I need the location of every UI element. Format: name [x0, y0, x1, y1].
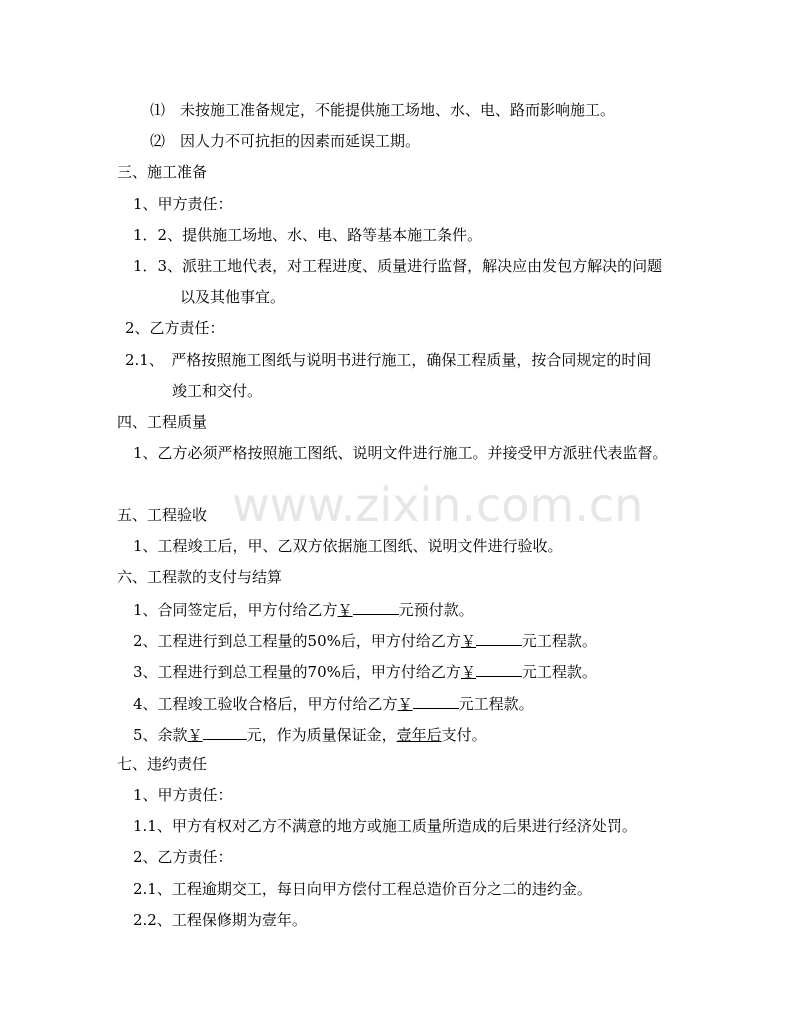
payment-clause-4 — [133, 692, 534, 714]
liability-clause-1-1: 1.1、甲方有权对乙方不满意的地方或施工质量所造成的后果进行经济处罚。 — [133, 817, 637, 835]
payment-clause-4-text: 4、工程竣工验收合格后，甲方付给乙方 — [133, 695, 398, 713]
section-heading-6: 六、工程款的支付与结算 — [117, 568, 283, 586]
clause-1-3-continued: 以及其他事宜。 — [180, 288, 286, 306]
clause-2-1: 2.1、 严格按照施工图纸与说明书进行施工，确保工程质量，按合同规定的时间 — [125, 351, 652, 369]
payment-clause-3-suffix: 元工程款。 — [521, 663, 597, 681]
payment-clause-2-suffix: 元工程款。 — [521, 632, 597, 650]
section-heading-3: 三、施工准备 — [117, 163, 208, 181]
quality-clause-1: 1、乙方必须严格按照施工图纸、说明文件进行施工。并接受甲方派驻代表监督。 — [133, 444, 668, 462]
liability-clause-2-2: 2.2、工程保修期为壹年。 — [133, 911, 307, 929]
section-heading-7: 七、违约责任 — [117, 755, 208, 773]
section-heading-4: 四、工程质量 — [117, 413, 208, 431]
payment-clause-3 — [133, 660, 597, 682]
clause-item-1: ⑴ 未按施工准备规定，不能提供施工场地、水、电、路而影响施工。 — [150, 101, 616, 119]
payment-clause-4-suffix: 元工程款。 — [458, 695, 534, 713]
currency-symbol: ￥ — [397, 695, 413, 713]
payment-clause-5-middle: 元，作为质量保证金， — [246, 726, 397, 744]
subsection-party-a: 1、甲方责任： — [133, 195, 233, 213]
watermark: www.zixin.com.cn — [232, 478, 644, 532]
amount-blank — [476, 629, 522, 646]
amount-blank — [353, 598, 399, 615]
currency-symbol: ￥ — [187, 726, 203, 744]
clause-1-2: 1．2、提供施工场地、水、电、路等基本施工条件。 — [133, 226, 483, 244]
currency-symbol: ￥ — [337, 601, 353, 619]
payment-clause-2-text: 2、工程进行到总工程量的50%后，甲方付给乙方 — [133, 632, 461, 650]
amount-blank — [203, 723, 247, 740]
subsection-party-b: 2、乙方责任： — [125, 319, 225, 337]
clause-2-1-continued: 竣工和交付。 — [172, 382, 263, 400]
payment-clause-5-suffix: 支付。 — [441, 726, 487, 744]
currency-symbol: ￥ — [460, 632, 476, 650]
liability-party-b: 2、乙方责任： — [133, 848, 233, 866]
acceptance-clause-1: 1、工程竣工后，甲、乙双方依据施工图纸、说明文件进行验收。 — [133, 537, 563, 555]
currency-symbol: ￥ — [460, 663, 476, 681]
liability-clause-2-1: 2.1、工程逾期交工，每日向甲方偿付工程总造价百分之二的违约金。 — [133, 880, 592, 898]
payment-clause-1 — [133, 598, 474, 620]
payment-clause-1-suffix: 元预付款。 — [398, 601, 474, 619]
payment-clause-5 — [133, 723, 487, 745]
amount-blank — [476, 660, 522, 677]
liability-party-a: 1、甲方责任： — [133, 786, 233, 804]
payment-clause-1-text: 1、合同签定后，甲方付给乙方 — [133, 601, 338, 619]
amount-blank — [413, 692, 459, 709]
clause-1-3: 1．3、派驻工地代表，对工程进度、质量进行监督，解决应由发包方解决的问题 — [133, 257, 663, 275]
warranty-period-text: 壹年后 — [396, 726, 442, 744]
payment-clause-5-text: 5、余款 — [133, 726, 188, 744]
payment-clause-2 — [133, 629, 597, 651]
payment-clause-3-text: 3、工程进行到总工程量的70%后，甲方付给乙方 — [133, 663, 461, 681]
clause-item-2: ⑵ 因人力不可抗拒的因素而延误工期。 — [150, 132, 421, 150]
section-heading-5: 五、工程验收 — [117, 506, 208, 524]
